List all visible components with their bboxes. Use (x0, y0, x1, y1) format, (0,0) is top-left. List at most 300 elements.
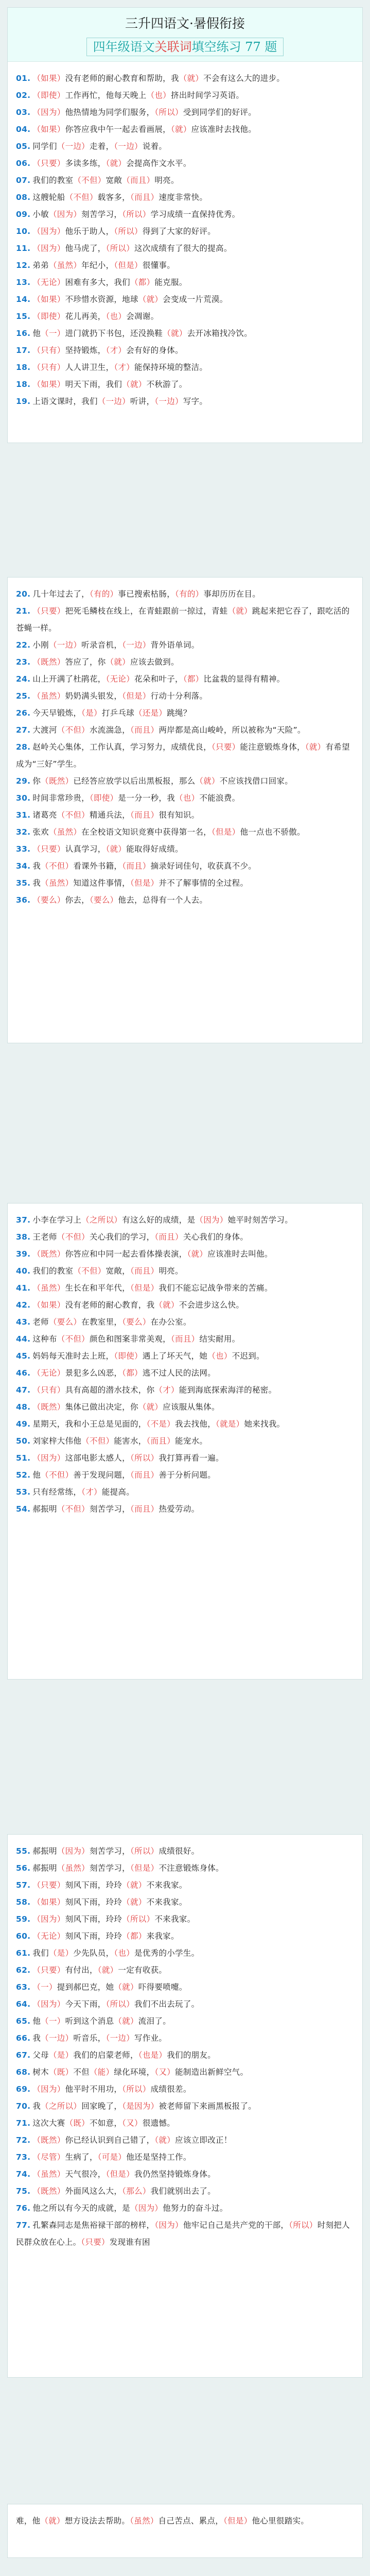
sentence-text: 他 (32, 2016, 41, 2026)
sentence-text: 刻苦学习， (89, 1863, 130, 1873)
question-number: 66. (16, 2033, 31, 2043)
question-number: 16. (16, 329, 31, 338)
question-item (16, 1229, 354, 1246)
answer-blank: （就） (122, 1897, 147, 1907)
sentence-text: 不来我家。 (146, 1880, 187, 1890)
question-item (16, 1450, 354, 1467)
question-number: 43. (16, 1317, 31, 1327)
subtitle-highlight: 关联词 (154, 40, 192, 54)
question-number: 75. (16, 2187, 31, 2196)
sentence-text: 郝振明 (32, 1846, 57, 1856)
answer-blank: （因为） (32, 1999, 65, 2009)
sentence-text: 他 (32, 1470, 41, 1480)
sentence-text: 小敏 (32, 210, 49, 219)
question-number: 68. (16, 2067, 31, 2077)
sentence-text: 赵岭关心集体，工作认真，学习努力，成绩优良， (32, 742, 212, 752)
sentence-text: 我打算再看一遍。 (158, 1453, 224, 1463)
answer-blank: （不但） (57, 1504, 90, 1514)
question-number: 47. (16, 1385, 31, 1395)
answer-blank: （可是） (97, 2153, 127, 2162)
sentence-text: 没有老师的耐心教育，我 (65, 1300, 155, 1310)
sentence-text: 不秋游了。 (146, 380, 187, 389)
answer-blank: （就） (138, 1402, 163, 1412)
answer-blank: （只有） (32, 363, 65, 372)
question-number: 18. (16, 380, 31, 389)
sentence-text: 去开冰箱找冷饮。 (187, 329, 252, 338)
answer-blank: （要么） (48, 1317, 82, 1327)
question-number: 06. (16, 159, 31, 168)
sentence-text: 集体已做出决定，你 (65, 1402, 138, 1412)
question-number: 40. (16, 1266, 31, 1276)
question-item (16, 841, 354, 858)
sentence-text: 答应了，你 (65, 657, 106, 667)
answer-blank: （因为） (32, 1914, 65, 1924)
sentence-text: 你已经认识到自己错了， (65, 2136, 155, 2145)
question-item (16, 325, 354, 342)
question-number: 23. (16, 657, 31, 667)
question-item (16, 2132, 354, 2149)
sentence-text: 受到同学们的好评。 (183, 108, 257, 117)
answer-blank: （有的） (175, 589, 204, 599)
answer-blank: （既然） (32, 2187, 65, 2196)
sentence-text: 工作再忙，他每天晚上 (65, 91, 147, 100)
question-item (16, 1911, 354, 1928)
section-items (8, 1835, 362, 2257)
card-section-4 (7, 1834, 363, 2378)
question-number: 30. (16, 793, 31, 803)
answer-blank: （一边） (105, 2033, 135, 2043)
sentence-text: 在全校语文知识竞赛中获得第一名， (81, 827, 212, 837)
answer-blank: （一边） (41, 2033, 74, 2043)
question-item (16, 155, 354, 172)
question-number: 22. (16, 640, 31, 650)
answer-blank: （之所以） (41, 2102, 82, 2111)
section-items (8, 62, 362, 416)
sentence-text: 你去， (65, 895, 90, 905)
sentence-text: 认真学习， (65, 844, 106, 854)
answer-blank: （就） (154, 1300, 179, 1310)
answer-blank: （既然） (32, 657, 65, 667)
sentence-text: 明天下雨，我们 (65, 380, 122, 389)
question-number: 61. (16, 1948, 31, 1958)
answer-blank: （如果） (32, 1300, 65, 1310)
sentence-text: 她平时刻苦学习。 (227, 1215, 293, 1225)
sentence-text: 我 (32, 861, 41, 871)
sentence-text: 他牢记自己是共产党的干部， (183, 2221, 289, 2230)
answer-blank: （还是） (134, 708, 167, 718)
question-item (16, 342, 354, 359)
sentence-text: 他马虎了， (65, 244, 106, 253)
question-number: 42. (16, 1300, 31, 1310)
answer-blank: （虽然） (48, 261, 82, 270)
answer-blank: （而且） (130, 1266, 159, 1276)
question-number: 54. (16, 1504, 31, 1514)
sentence-text: 郝振明 (32, 1504, 57, 1514)
answer-blank: （就） (227, 606, 252, 616)
answer-blank: （因为） (32, 244, 65, 253)
sentence-text: 我 (32, 2102, 41, 2111)
sentence-text: 刻苦学习， (89, 1846, 130, 1856)
sentence-text: 这艘轮船 (32, 193, 65, 202)
sentence-text: 他之所以有今天的成就，是 (32, 2204, 130, 2213)
sentence-text: 很遗憾。 (142, 2119, 175, 2128)
question-number: 01. (16, 74, 31, 83)
sentence-text: 小李在学习上 (32, 1215, 82, 1225)
answer-blank: （如果） (32, 295, 65, 304)
question-item (16, 586, 354, 603)
sentence-text: 你答应和中同一起去看体操表演， (65, 1249, 187, 1259)
sentence-text: 在教室里， (81, 1317, 122, 1327)
question-item (16, 807, 354, 824)
answer-blank: （要么） (122, 1317, 151, 1327)
answer-blank: （也） (105, 312, 127, 321)
answer-blank: （如果） (32, 125, 65, 134)
question-item (16, 2098, 354, 2115)
question-number: 77. (16, 2221, 31, 2230)
sentence-text: 能保持环境的整洁。 (134, 363, 208, 372)
question-number: 71. (16, 2119, 31, 2128)
answer-blank: （要么） (89, 895, 118, 905)
sentence-text: 听讲， (130, 397, 155, 406)
answer-blank: （就是） (216, 1419, 244, 1429)
sentence-text: 他心里很踏实。 (252, 2516, 309, 2526)
answer-blank: （不但） (41, 861, 74, 871)
answer-blank: （之所以） (81, 1215, 122, 1225)
sentence-text: 写字。 (183, 397, 208, 406)
sentence-text: 水流湍急， (89, 725, 130, 735)
question-number: 49. (16, 1419, 31, 1429)
sentence-text: 颜色和图案非常美观， (89, 1334, 171, 1344)
answer-blank: （不但） (65, 193, 98, 202)
question-number: 05. (16, 142, 31, 151)
question-item (16, 654, 354, 671)
sentence-text: 看课外书籍， (73, 861, 122, 871)
answer-blank: （所以） (130, 1846, 159, 1856)
question-number: 17. (16, 346, 31, 355)
answer-blank: （不但） (57, 725, 90, 735)
sentence-text: 这次大赛 (32, 2119, 65, 2128)
answer-blank: （是因为） (122, 2102, 159, 2111)
answer-blank: （就） (114, 2016, 138, 2026)
sentence-text: 我们不能忘记战争带来的苦痛。 (158, 1283, 273, 1293)
question-number: 08. (16, 193, 31, 202)
sentence-text: 会提高作文水平。 (126, 159, 191, 168)
sentence-text: 在办公室。 (150, 1317, 191, 1327)
section-items (8, 578, 362, 915)
sentence-text: 把死毛鳞枝在线上，在青蛙跟前一掠过，青蛙 (65, 606, 228, 616)
answer-blank: （因为） (130, 2204, 163, 2213)
question-number: 56. (16, 1863, 31, 1873)
question-number: 69. (16, 2084, 31, 2094)
question-item (16, 1501, 354, 1518)
answer-blank: （所以） (105, 1999, 135, 2009)
answer-blank: （无论） (32, 278, 65, 287)
answer-blank: （如果） (32, 74, 65, 83)
sentence-text: 能注意锻炼身体， (240, 742, 305, 752)
sentence-text: 多读多练， (65, 159, 106, 168)
question-number: 67. (16, 2050, 31, 2060)
sentence-text: 关心我们的身体。 (183, 1232, 249, 1242)
question-item (16, 1945, 354, 1962)
sentence-text: 他 (32, 329, 41, 338)
question-item (16, 722, 354, 739)
sentence-text: 逃不过人民的法网。 (142, 1368, 216, 1378)
sentence-text: 花朵和叶子， (134, 674, 183, 684)
question-item (16, 1928, 354, 1945)
answer-blank: （一） (41, 329, 65, 338)
answer-blank: （能） (89, 2067, 114, 2077)
question-item (16, 671, 354, 688)
question-item (16, 1212, 354, 1229)
sentence-text: 时间非常珍贵， (32, 793, 90, 803)
sentence-text: 你答应我中午一起去看画展， (65, 125, 171, 134)
sentence-text: 人人讲卫生， (65, 363, 114, 372)
card-section-5 (7, 2504, 363, 2558)
sentence-text: 时刻把人民群众放在心上。 (16, 2221, 350, 2247)
answer-blank: （只有） (32, 1385, 65, 1395)
sentence-text: 诸葛亮 (32, 810, 57, 820)
answer-blank: （又） (154, 2067, 175, 2077)
question-number: 11. (16, 244, 31, 253)
question-item (16, 1246, 354, 1263)
question-number: 19. (16, 397, 31, 406)
sentence-text: 今天早锻炼， (32, 708, 82, 718)
sentence-text: 行动十分利落。 (150, 691, 208, 701)
answer-blank: （既然） (41, 776, 74, 786)
question-item (16, 1843, 354, 1860)
answer-blank: （即使） (32, 91, 65, 100)
sentence-text: 能提高。 (101, 1487, 135, 1497)
answer-blank: （有的） (89, 589, 118, 599)
answer-blank: （就） (105, 159, 127, 168)
sentence-text: 能取得好成绩。 (126, 844, 183, 854)
sentence-text: 学习成绩一直保持优秀。 (150, 210, 240, 219)
answer-blank: （虽然） (130, 2516, 158, 2526)
answer-blank: （只有） (32, 346, 65, 355)
sentence-text: 不迟到。 (232, 1351, 265, 1361)
sentence-text: 应该去做到。 (130, 657, 179, 667)
question-number: 37. (16, 1215, 31, 1225)
answer-blank: （只要） (32, 844, 65, 854)
question-number: 76. (16, 2204, 31, 2213)
sentence-text: 事已搜索枯肠， (118, 589, 175, 599)
answer-blank: （即使） (32, 312, 65, 321)
sentence-text: 来我家。 (146, 1931, 179, 1941)
sentence-text: 事却历历在目。 (203, 589, 261, 599)
question-number: 70. (16, 2102, 31, 2111)
question-item (16, 892, 354, 909)
answer-blank: （一边） (114, 142, 143, 151)
sentence-text: 弟弟 (32, 261, 49, 270)
worksheet-header (8, 8, 362, 62)
sentence-text: 老师 (32, 1317, 49, 1327)
sentence-text: 花儿再美， (65, 312, 106, 321)
sentence-text: 想方设法去帮助。 (64, 2516, 130, 2526)
question-number: 10. (16, 227, 31, 236)
question-number: 18. (16, 363, 31, 372)
question-item (16, 688, 354, 705)
question-number: 15. (16, 312, 31, 321)
sentence-text: 不会有这么大的进步。 (203, 74, 285, 83)
answer-blank: （不但） (57, 1334, 90, 1344)
sentence-text: 进门就扔下书包，还没换鞋 (65, 329, 163, 338)
sentence-text: 他还是坚持工作。 (126, 2153, 191, 2162)
question-item (16, 2183, 354, 2200)
sentence-text: 明亮。 (158, 1266, 183, 1276)
question-item (16, 1348, 354, 1365)
sentence-text: 不来我家。 (146, 1897, 187, 1907)
question-item (16, 104, 354, 121)
question-number: 65. (16, 2016, 31, 2026)
answer-blank: （虽然） (57, 1863, 90, 1873)
question-number: 13. (16, 278, 31, 287)
answer-blank: （不但） (81, 1436, 114, 1446)
sentence-text: 天气很冷， (65, 2170, 106, 2179)
sentence-text: 听到这个消息 (65, 2016, 114, 2026)
sentence-text: 他努力的奋斗过。 (163, 2204, 228, 2213)
answer-blank: （因为） (32, 2084, 65, 2094)
answer-blank: （只要） (211, 742, 240, 752)
answer-blank: （就） (163, 329, 187, 338)
sentence-text: 写作业。 (134, 2033, 167, 2043)
question-number: 03. (16, 108, 31, 117)
answer-blank: （虽然） (32, 1283, 65, 1293)
question-number: 32. (16, 827, 31, 837)
answer-blank: （但是） (105, 2170, 135, 2179)
answer-blank: （都） (122, 1931, 147, 1941)
question-number: 07. (16, 176, 31, 185)
sentence-text: 流泪了。 (138, 2016, 171, 2026)
question-number: 36. (16, 895, 31, 905)
sentence-text: 说着。 (142, 142, 167, 151)
question-item (16, 858, 354, 875)
question-number: 39. (16, 1249, 31, 1259)
question-item (16, 274, 354, 291)
sentence-text: 孔繁森同志是焦裕禄干部的榜样， (32, 2221, 155, 2230)
sentence-text: 刻风下雨，玲玲 (65, 1914, 122, 1924)
question-number: 48. (16, 1402, 31, 1412)
sentence-text: 你 (32, 776, 41, 786)
subtitle-prefix: 四年级语文 (93, 40, 155, 54)
question-item (16, 637, 354, 654)
sentence-text: 知道这件事情， (73, 878, 130, 888)
answer-blank: （所以） (154, 108, 183, 117)
question-number: 25. (16, 691, 31, 701)
sentence-text: 父母 (32, 2050, 49, 2060)
question-item (16, 240, 354, 257)
sentence-text: 山上开满了杜鹃花， (32, 674, 106, 684)
sentence-text: 一定有收获。 (118, 1965, 167, 1975)
question-number: 41. (16, 1283, 31, 1293)
answer-blank: （只要） (32, 159, 65, 168)
question-item (16, 1382, 354, 1399)
sentence-text: 背外语单词。 (150, 640, 200, 650)
sentence-text: 能宠水。 (175, 1436, 208, 1446)
answer-blank: （也） (175, 793, 200, 803)
sentence-text: 应该服从集体。 (163, 1402, 220, 1412)
sentence-text: 星期天，我和小王总是见面的， (32, 1419, 147, 1429)
sentence-text: 得到了大家的好评。 (142, 227, 216, 236)
sentence-text: 我 (32, 2033, 41, 2043)
sentence-text: 是优秀的小学生。 (134, 1948, 200, 1958)
answer-blank: （虽然） (32, 2170, 65, 2179)
answer-blank: （即使） (114, 1351, 143, 1361)
sentence-text: 上语文课时，我们 (32, 397, 98, 406)
sentence-text: 我 (32, 878, 41, 888)
answer-blank: （而且） (130, 1504, 159, 1514)
question-item (16, 1280, 354, 1297)
sentence-text: 热爱劳动。 (158, 1504, 200, 1514)
sentence-text: 我们不出去玩了。 (134, 1999, 200, 2009)
answer-blank: （所以） (130, 1453, 159, 1463)
answer-blank: （一边） (154, 397, 183, 406)
sentence-text: 我们就别出去了。 (150, 2187, 216, 2196)
sentence-text: 刘家梓大伟他 (32, 1436, 82, 1446)
answer-blank: （是） (48, 1948, 74, 1958)
answer-blank: （而且） (170, 1334, 200, 1344)
answer-blank: （就） (305, 742, 326, 752)
question-number: 51. (16, 1453, 31, 1463)
answer-blank: （不但） (73, 1266, 106, 1276)
sentence-text: 这种布 (32, 1334, 57, 1344)
answer-blank: （但是） (130, 1283, 159, 1293)
answer-blank: （所以） (122, 2084, 151, 2094)
sentence-text: 会变成一片荒漠。 (163, 295, 228, 304)
question-item (16, 223, 354, 240)
answer-blank: （就） (105, 844, 127, 854)
question-item (16, 359, 354, 376)
sentence-text: 困难有多大，我们 (65, 278, 130, 287)
question-number: 63. (16, 1982, 31, 1992)
question-item (16, 206, 354, 223)
sentence-text: 能制造出新鲜空气。 (175, 2067, 249, 2077)
sentence-text: 不应该找借口回家。 (219, 776, 293, 786)
question-item (16, 1996, 354, 2013)
question-item (16, 1877, 354, 1894)
sentence-text: 摘录好词佳句，收获真不少。 (150, 861, 257, 871)
answer-blank: （就） (105, 657, 130, 667)
sentence-text: 这部电影太感人， (65, 1453, 130, 1463)
answer-blank: （因为） (195, 1215, 228, 1225)
sentence-text: 善于分析问题。 (158, 1470, 216, 1480)
answer-blank: （也） (114, 1948, 135, 1958)
sentence-text: 挤出时间学习英语。 (170, 91, 244, 100)
sentence-text: 很懂事。 (142, 261, 175, 270)
question-item (16, 2030, 354, 2047)
sentence-text: 坚持锻炼， (65, 346, 106, 355)
sentence-text: 已经答应放学以后出黑板报，那么 (73, 776, 196, 786)
question-number: 57. (16, 1880, 31, 1890)
question-number: 31. (16, 810, 31, 820)
answer-blank: （才） (154, 1385, 179, 1395)
question-number: 55. (16, 1846, 31, 1856)
question-number: 33. (16, 844, 31, 854)
question-number: 72. (16, 2136, 31, 2145)
answer-blank: （而且） (130, 810, 159, 820)
question-item (16, 2013, 354, 2030)
question-item (16, 2064, 354, 2081)
question-item (16, 376, 354, 393)
sentence-text: 奶奶满头银发， (65, 691, 122, 701)
sentence-text: 郝振明 (32, 1863, 57, 1873)
answer-blank: （因为） (32, 108, 65, 117)
subtitle-suffix: 填空练习 77 题 (191, 40, 277, 54)
answer-blank: （所以） (289, 2221, 318, 2230)
question-item (16, 189, 354, 206)
answer-blank: （既然） (32, 2136, 65, 2145)
answer-blank: （只要） (32, 606, 65, 616)
question-number: 58. (16, 1897, 31, 1907)
